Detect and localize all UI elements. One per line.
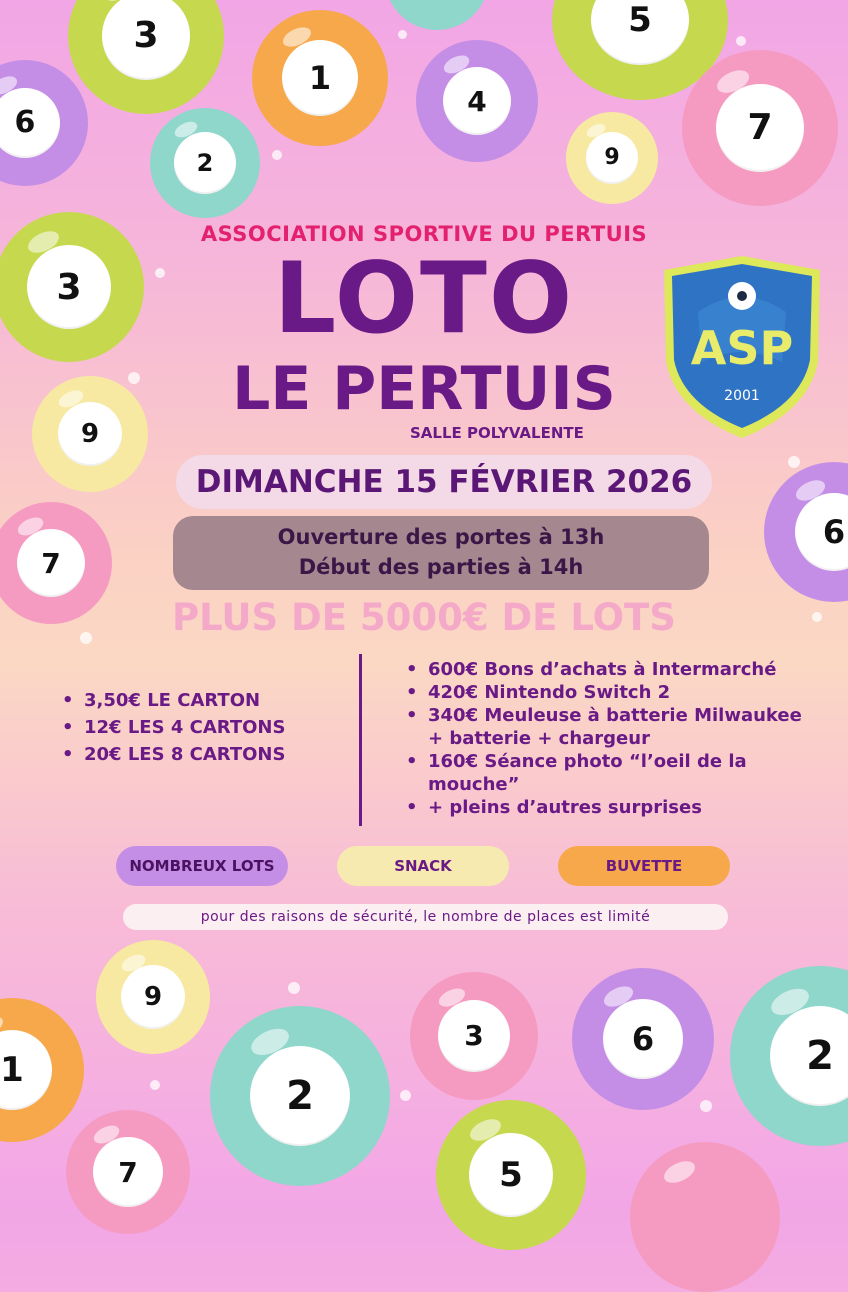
prize-item: • 160€ Séance photo “l’oeil de la mouche” xyxy=(406,750,816,796)
bingo-ball-icon: 7 xyxy=(66,1110,190,1234)
tag-nombreux-lots: NOMBREUX LOTS xyxy=(116,846,288,886)
svg-text:2001: 2001 xyxy=(724,388,760,404)
prize-item: • 600€ Bons d’achats à Intermarché xyxy=(406,658,816,681)
bingo-ball-icon: 5 xyxy=(436,1100,586,1250)
page-title: LOTO xyxy=(273,242,575,356)
bingo-ball-icon: 9 xyxy=(566,112,658,204)
bingo-ball-icon: 3 xyxy=(68,0,224,114)
sparkle-dot xyxy=(788,456,800,468)
bingo-ball-icon: 2 xyxy=(210,1006,390,1186)
bingo-ball-icon: 9 xyxy=(32,376,148,492)
venue-label: SALLE POLYVALENTE xyxy=(410,424,584,442)
association-name: ASSOCIATION SPORTIVE DU PERTUIS xyxy=(200,222,648,246)
bingo-ball-icon xyxy=(630,1142,780,1292)
prize-item: • + pleins d’autres surprises xyxy=(406,796,816,819)
asp-club-logo xyxy=(658,252,826,442)
sparkle-dot xyxy=(398,30,407,39)
bingo-ball-icon: 5 xyxy=(552,0,728,100)
sparkle-dot xyxy=(736,36,746,46)
bingo-ball-icon: 6 xyxy=(0,60,88,186)
event-hours xyxy=(173,516,709,590)
bingo-ball-icon: 3 xyxy=(410,972,538,1100)
price-item: • 3,50€ LE CARTON xyxy=(62,690,285,717)
bingo-ball-icon: 4 xyxy=(416,40,538,162)
sparkle-dot xyxy=(400,1090,411,1101)
bingo-ball-icon: 7 xyxy=(682,50,838,206)
column-divider xyxy=(359,654,362,826)
prize-item: • 420€ Nintendo Switch 2 xyxy=(406,681,816,704)
prize-item: • 340€ Meuleuse à batterie Milwaukee + batterie + chargeur xyxy=(406,704,816,750)
prize-total-title: PLUS DE 5000€ DE LOTS xyxy=(172,596,676,639)
bingo-ball-icon: 1 xyxy=(0,998,84,1142)
bingo-ball-icon: 2 xyxy=(730,966,848,1146)
bingo-ball-icon: 3 xyxy=(0,212,144,362)
sparkle-dot xyxy=(700,1100,712,1112)
safety-notice: pour des raisons de sécurité, le nombre de places est limité xyxy=(123,904,728,930)
sparkle-dot xyxy=(288,982,300,994)
price-list xyxy=(62,690,285,771)
tag-buvette: BUVETTE xyxy=(558,846,730,886)
bingo-ball-icon: 9 xyxy=(96,940,210,1054)
price-item: • 20€ LES 8 CARTONS xyxy=(62,744,285,771)
bingo-ball-icon: 6 xyxy=(572,968,714,1110)
game-start-text: Début des parties à 14h xyxy=(298,555,584,579)
event-date: DIMANCHE 15 FÉVRIER 2026 xyxy=(176,455,712,509)
price-item: • 12€ LES 4 CARTONS xyxy=(62,717,285,744)
prize-list xyxy=(406,658,816,819)
tag-snack: SNACK xyxy=(337,846,509,886)
bingo-ball-icon: 1 xyxy=(252,10,388,146)
bingo-ball-icon xyxy=(385,0,489,30)
sparkle-dot xyxy=(272,150,282,160)
bingo-ball-icon: 2 xyxy=(150,108,260,218)
svg-text:ASP: ASP xyxy=(690,321,794,375)
doors-open-text: Ouverture des portes à 13h xyxy=(277,525,605,549)
bingo-ball-icon: 6 xyxy=(764,462,848,602)
sparkle-dot xyxy=(150,1080,160,1090)
bingo-ball-icon: 7 xyxy=(0,502,112,624)
location-title: LE PERTUIS xyxy=(232,354,616,424)
